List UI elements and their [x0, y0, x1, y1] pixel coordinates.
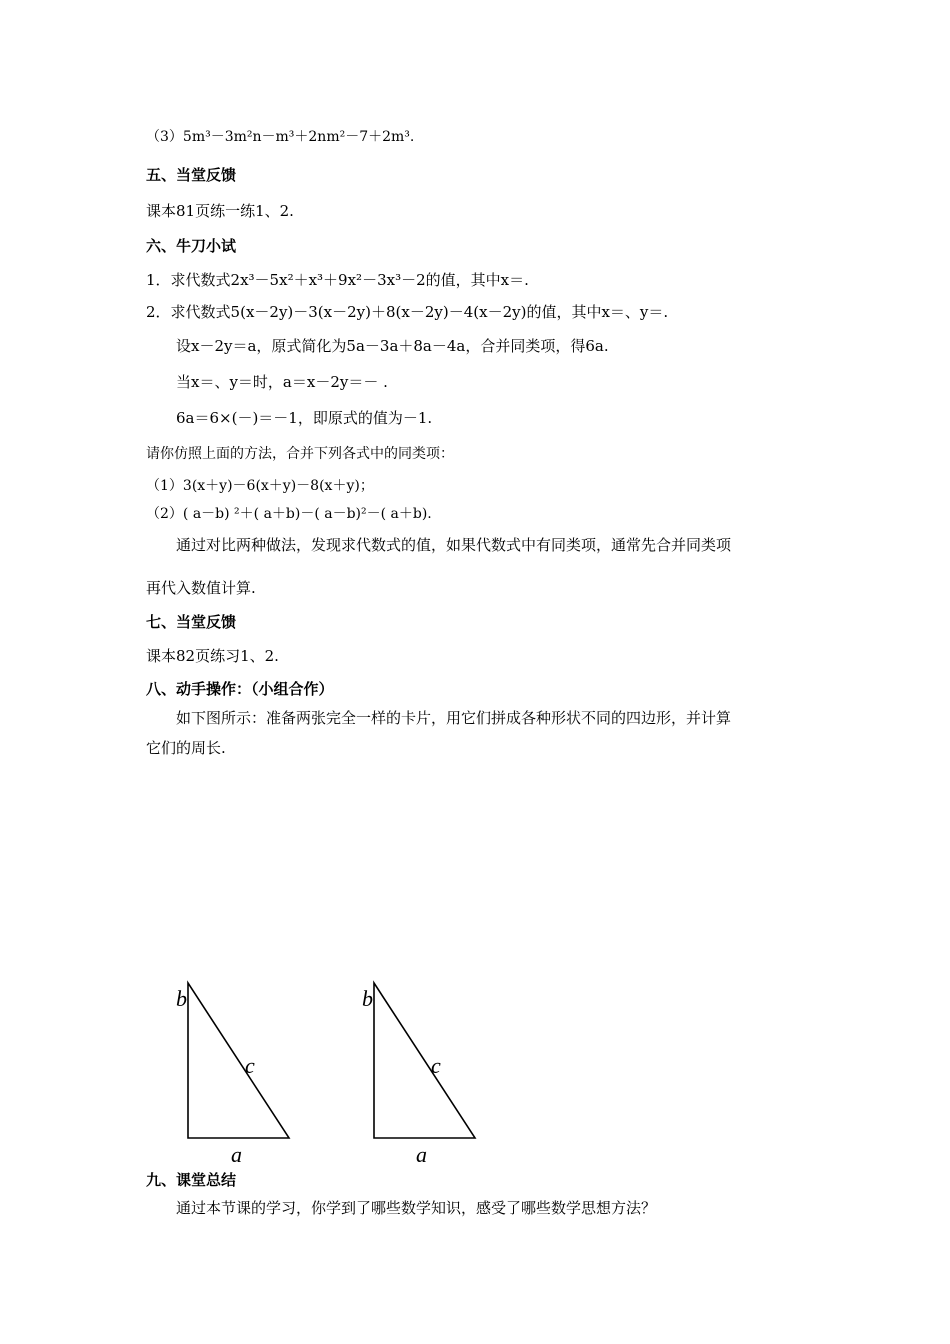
task-2: （2）( a－b) ²＋( a＋b)－( a－b)²－( a＋b).: [146, 506, 432, 522]
comparison-text-cont: 再代入数值计算.: [146, 579, 256, 597]
triangle-2: [362, 983, 475, 1167]
triangle-2-label-a: a: [416, 1142, 427, 1167]
problem-2: 2．求代数式5(x－2y)－3(x－2y)＋8(x－2y)－4(x－2y)的值，其中x＝、y＝.: [146, 303, 669, 321]
problem-1: 1．求代数式2x³－5x²＋x³＋9x²－3x³－2的值，其中x＝.: [146, 271, 529, 289]
feedback-text-2: 课本82页练习1、2.: [146, 647, 279, 665]
instruction-text: 请你仿照上面的方法，合并下列各式中的同类项：: [146, 446, 454, 462]
triangle-1: [176, 983, 289, 1167]
activity-text: 如下图所示：准备两张完全一样的卡片，用它们拼成各种形状不同的四边形，并计算: [176, 709, 732, 727]
feedback-text-1: 课本81页练一练1、2.: [146, 202, 294, 220]
solution-step-2: 当x＝、y＝时，a＝x－2y＝－ .: [176, 373, 388, 391]
section-9-heading: 九、课堂总结: [146, 1171, 237, 1189]
triangle-1-label-a: a: [231, 1142, 242, 1167]
section-7-heading: 七、当堂反馈: [146, 613, 237, 631]
activity-text-cont: 它们的周长.: [146, 739, 226, 757]
section-5-heading: 五、当堂反馈: [146, 166, 237, 184]
task-1: （1）3(x＋y)－6(x＋y)－8(x＋y)；: [146, 478, 374, 494]
triangle-2-label-c: c: [431, 1053, 441, 1078]
triangle-1-label-b: b: [176, 986, 187, 1011]
triangle-1-label-c: c: [245, 1053, 255, 1078]
exercise-3-line: （3）5m³－3m²n－m³＋2nm²－7＋2m³.: [146, 129, 415, 145]
solution-step-3: 6a＝6×(－)＝－1，即原式的值为－1.: [176, 409, 433, 427]
comparison-text: 通过对比两种做法，发现求代数式的值，如果代数式中有同类项，通常先合并同类项: [176, 536, 732, 554]
solution-step-1: 设x－2y＝a，原式简化为5a－3a＋8a－4a，合并同类项，得6a.: [176, 337, 609, 355]
section-8-heading: 八、动手操作：（小组合作）: [146, 680, 334, 698]
section-6-heading: 六、牛刀小试: [146, 237, 237, 255]
summary-text: 通过本节课的学习，你学到了哪些数学知识，感受了哪些数学思想方法？: [176, 1199, 657, 1217]
triangle-2-label-b: b: [362, 986, 373, 1011]
